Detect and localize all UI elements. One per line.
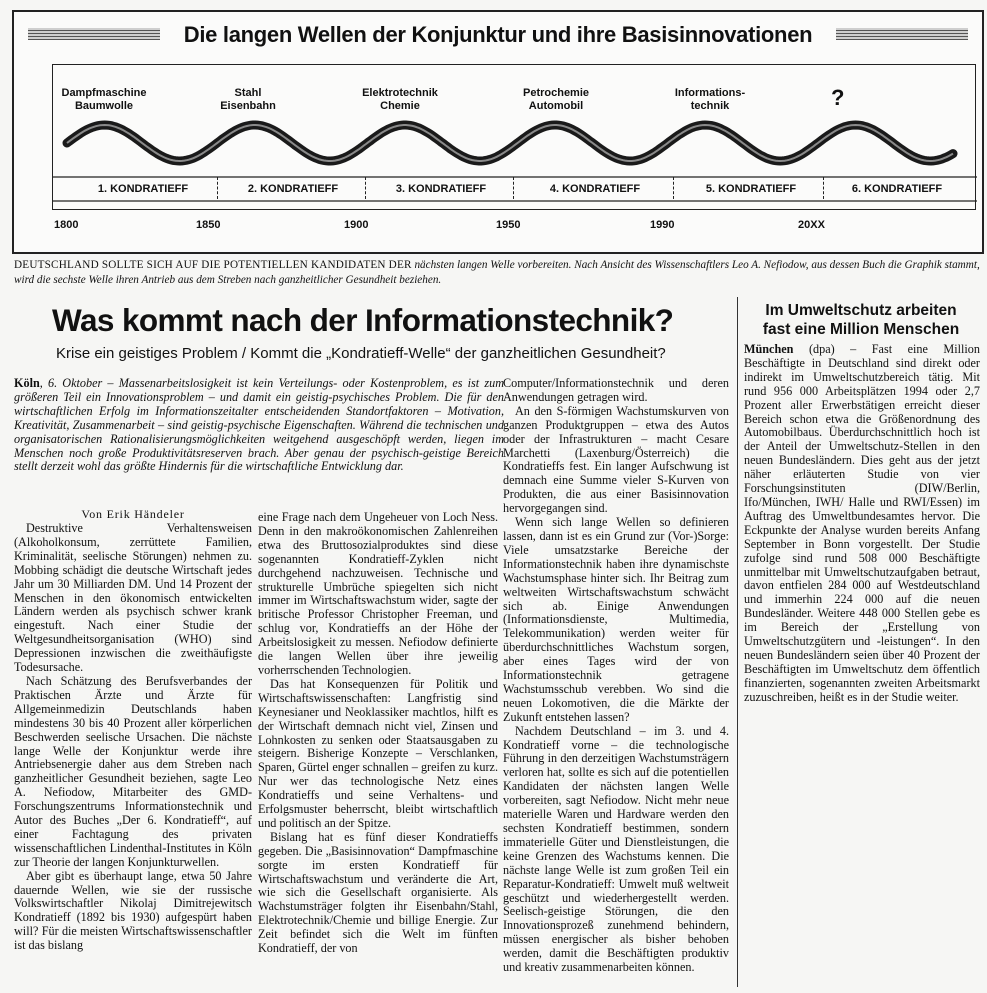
year-label: 1900	[344, 219, 369, 231]
graphic-caption	[14, 258, 980, 288]
title-band-right	[836, 28, 968, 40]
lead-text: , 6. Oktober – Massenarbeitslosigkeit ist kein Verteilungs- oder Kostenproblem, es ist zum größeren Teil ein Innovationsproblem – und damit ein geistig-psychisches Problem. Die für den wirtschaftlichen Erfolg im Informationszeitalter entscheidenden Standortfaktoren – Motivation, Kreativität, Zusammenarbeit – sind geistig-psychische Eigenschaften. Während die technischen und organisatorischen Rationalisierungsmöglichkeiten weitgehend ausgeschöpft werden, liegen im Menschen noch große Produktivitätsreserven brach. Aber genau der psychisch-geistige Bereich stellt derzeit wohl das größte Hindernis für die wirtschaftliche Entwicklung dar.	[14, 376, 504, 474]
article-column-2	[258, 511, 498, 956]
paragraph: Bislang hat es fünf dieser Kondratieffs gegeben. Die „Basisinnovation“ Dampfmaschine sorgte im ersten Kondratieff für Wirtschaftswachstum und veränderte die Art, wie sich die Gesellschaft organisierte. Als Wachstumsträger folgten ihr Eisenbahn/Stahl, Elektrotechnik/Chemie und billige Energie. Zur Zeit befindet sich die Welt im fünften Kondratieff, der von	[258, 829, 498, 956]
year-label: 1990	[650, 219, 675, 231]
kondratieff-graphic	[12, 10, 984, 254]
article-subheadline: Krise ein geistiges Problem / Kommt die „Kondratieff-Welle“ der ganzheitlichen Gesundheit?	[56, 345, 666, 362]
graphic-title-box	[160, 20, 836, 50]
graphic-title: Die langen Wellen der Konjunktur und ihre Basisinnovationen	[183, 22, 813, 47]
paragraph: eine Frage nach dem Ungeheuer von Loch Ness. Denn in den makroökonomischen Zahlenreihen etwa des Bruttosozialproduktes sind diese sogenannten Kondratieff-Zyklen nicht durchgehend nachzuweisen. Technische und strukturelle Umbrüche spiegelten sich nicht immer im Wirtschaftswachstum wider, sagte der britische Professor Christopher Freeman, und schlug vor, Kondratieffs an der Höhe der Arbeitslosigkeit zu messen. Nefiodow definierte die langen Wellen über ihre jeweilig vorherrschenden Technologien.	[258, 510, 498, 677]
question-mark: ?	[831, 85, 845, 110]
caption-text: nächsten langen Welle vorbereiten. Nach Ansicht des Wissenschaftlers Leo A. Nefiodow, aus dessen Buch die Graphik stammt, wird die sechste Welle ihren Antrieb aus dem Streben nach ganzheitlicher Gesundheit beziehen.	[14, 259, 980, 286]
wave-label-4: Petrochemie Automobil	[522, 87, 590, 112]
paragraph: Destruktive Verhaltensweisen (Alkoholkonsum, zerrüttete Familien, Kriminalität, seelische Störungen) nehmen zu. Mobbing schädigt die deutsche Wirtschaft jedes Jahr um 30 Milliarden DM. Und 14 Prozent der Menschen in den ökonomisch entwickelten Ländern werden als psychisch schwer krank eingestuft. Nach einer Studie der Weltgesundheitsorganisation (WHO) sind Depressionen inzwischen die zweithäufigste Todesursache.	[14, 521, 252, 675]
kondratieff-divider	[513, 177, 514, 199]
sidebar-headline: Im Umweltschutz arbeiten fast eine Million Menschen	[762, 302, 960, 338]
paragraph: Nach Schätzung des Berufsverbandes der Praktischen Ärzte und Ärzte für Allgemeinmedizin Deutschlands haben mindestens 30 bis 40 Prozent aller körperlichen Beschwerden seelische Ursachen. Die nächste lange Welle der Konjunktur werde ihre Antriebsenergie daher aus dem Streben nach ganzheitlicher Gesundheit beziehen, sagte Leo A. Nefiodow, Mitarbeiter des GMD-Forschungszentrums Informationstechnik und Autor des Buches „Der 6. Kondratieff“, auf einer Fachtagung des privaten wissenschaftlichen Lindenthal-Institutes in Köln zur Theorie der langen Konjunkturwellen.	[14, 673, 252, 869]
wave-label-5: Informations- technik	[674, 87, 746, 112]
article-headline: Was kommt nach der Informationstechnik?	[52, 302, 674, 338]
article-lead	[14, 377, 504, 474]
kondratieff-6: 6. KONDRATIEFF	[851, 183, 943, 195]
wave-panel	[52, 64, 976, 210]
paragraph: Das hat Konsequenzen für Politik und Wirtschaftswissenschaften: Langfristig sind Keynesianer und Neoklassiker machtlos, hilft es der Wirtschaft demnach nicht viel, Zinsen und Lohnkosten zu senken oder Staatsausgaben zu steigern. Bisherige Konzepte – Verschlanken, Sparen, Gürtel enger schnallen – greifen zu kurz. Nur wer das technologische Netz eines Kondratieffs und seine Verhaltens- und Erfolgsmuster beherrscht, bleibt wirtschaftlich und politisch an der Spitze.	[258, 676, 498, 830]
sidebar-text: (dpa) – Fast eine Million Beschäftigte in Deutschland sind direkt oder indirekt im Umweltschutzbereich tätig. Mit rund 956 000 Arbeitsplätzen 1994 oder 2,7 Prozent aller Erwerbstätigen erreicht dieser Bereich schon etwa die Größenordnung des Automobilbaus. Überdurchschnittlich hoch ist der Anteil der Umweltschutz-Stellen in den neuen Bundesländern. Dies geht aus der jetzt näher erläuterten Studie von vier Forschungsinstituten (DIW/Berlin, Ifo/München, IWH/ Halle und RWI/Essen) im Auftrag des Umweltbundesamtes hervor. Die Eckpunkte der Analyse wurden bereits Anfang September in Bonn vorgestellt. Der Studie zufolge sind rund 508 000 Beschäftigte unmittelbar mit Umweltschutzaufgaben betraut, davon entfielen 284 000 auf Westdeutschland und immerhin 224 000 auf die neuen Bundesländer. Weitere 448 000 Stellen gebe es im Bereich der „Erstellung von Umweltschutzgütern und -leistungen“. In den neuen Bundesländern seien über 40 Prozent der Beschäftigten im Umweltschutz dem öffentlich finanzierten, sogenannten zweiten Arbeitsmarkt zuzuschreiben, heißt es in der Studie weiter.	[744, 342, 980, 704]
article-column-1	[14, 522, 252, 953]
kondratieff-5: 5. KONDRATIEFF	[705, 183, 797, 195]
year-label: 1850	[196, 219, 221, 231]
paragraph: An den S-förmigen Wachstumskurven von ganzen Produktgruppen – etwa des Autos oder der Infrastrukturen – macht Cesare Marchetti (Laxenburg/Österreich) die Kondratieffs fest. Ein langer Aufschwung ist demnach eine Summe vieler S-Kurven von Produkten, die aus einer Basisinnovation hervorgegangen sind.	[503, 403, 729, 516]
paragraph: Wenn sich lange Wellen so definieren lassen, dann ist es ein Grund zur (Vor-)Sorge: Viele umsatzstarke Bereiche der Informationstechnik haben ihre dynamischste Wachstumsphase hinter sich. Ihr Beitrag zum weltweiten Wirtschaftswachstum schwächt sich ab. Einige Anwendungen (Informationsdienste, Multimedia, Telekommunikation) werden weiter für überdurchschnittliches Wachstum sorgen, aber eines Tages wird der von Informationstechnik getragene Wachstumsschub verebben. Wo sind die neuen Lokomotiven, die die Märkte der Zukunft entstehen lassen?	[503, 515, 729, 724]
kondratieff-1: 1. KONDRATIEFF	[97, 183, 189, 195]
kondratieff-divider	[217, 177, 218, 199]
wave-label-2: Stahl Eisenbahn	[220, 87, 276, 112]
sidebar-article	[744, 343, 980, 705]
paragraph: Aber gibt es überhaupt lange, etwa 50 Jahre dauernde Wellen, wie sie der russische Volkswirtschaftler Nikolaj Dimitrejewitsch Kondratieff (1892 bis 1930) aufgespürt haben will? Für die meisten Wirtschaftswissenschaftler ist das bislang	[14, 868, 252, 953]
article-column-3	[503, 377, 729, 975]
kondratieff-2: 2. KONDRATIEFF	[247, 183, 339, 195]
paragraph: Computer/Informationstechnik und deren Anwendungen getragen wird.	[503, 376, 729, 404]
sidebar-place: München	[744, 342, 794, 356]
caption-lead: DEUTSCHLAND SOLLTE SICH AUF DIE POTENTIELLEN KANDIDATEN DER	[14, 259, 412, 271]
wave-label-3: Elektrotechnik Chemie	[362, 87, 438, 112]
year-label: 1800	[54, 219, 79, 231]
kondratieff-4: 4. KONDRATIEFF	[549, 183, 641, 195]
kondratieff-divider	[673, 177, 674, 199]
year-label: 20XX	[798, 219, 825, 231]
kondratieff-divider	[823, 177, 824, 199]
dateline-place: Köln	[14, 376, 40, 390]
author-byline: Von Erik Händeler	[81, 507, 185, 521]
column-rule	[737, 297, 738, 987]
wave-label-1: Dampfmaschine Baumwolle	[61, 87, 147, 112]
kondratieff-3: 3. KONDRATIEFF	[395, 183, 487, 195]
year-label: 1950	[496, 219, 521, 231]
kondratieff-divider	[365, 177, 366, 199]
paragraph: Nachdem Deutschland – im 3. und 4. Kondratieff vorne – die technologische Führung in den derzeitigen Wachstumsträgern verloren hat, sollte es sich auf die potentiellen Kandidaten der nächsten langen Welle vorbereiten, sagt Nefiodow. Nicht mehr neue materielle Waren und Hardware werden den sechsten Kondratieff bestimmen, sondern immaterielle Güter und Dienstleistungen, die keine Grenzen des Wachstums kennen. Die nächste lange Welle ist zum großen Teil ein Reparatur-Kondratieff: Umwelt muß weltweit geschützt und wiederhergestellt werden. Seelisch-geistige Störungen, die den Innovationsprozeß zunehmend behindern, müssen energischer als bisher behoben werden, damit die Beschäftigten produktiv und kreativ zusammenarbeiten können.	[503, 723, 729, 975]
